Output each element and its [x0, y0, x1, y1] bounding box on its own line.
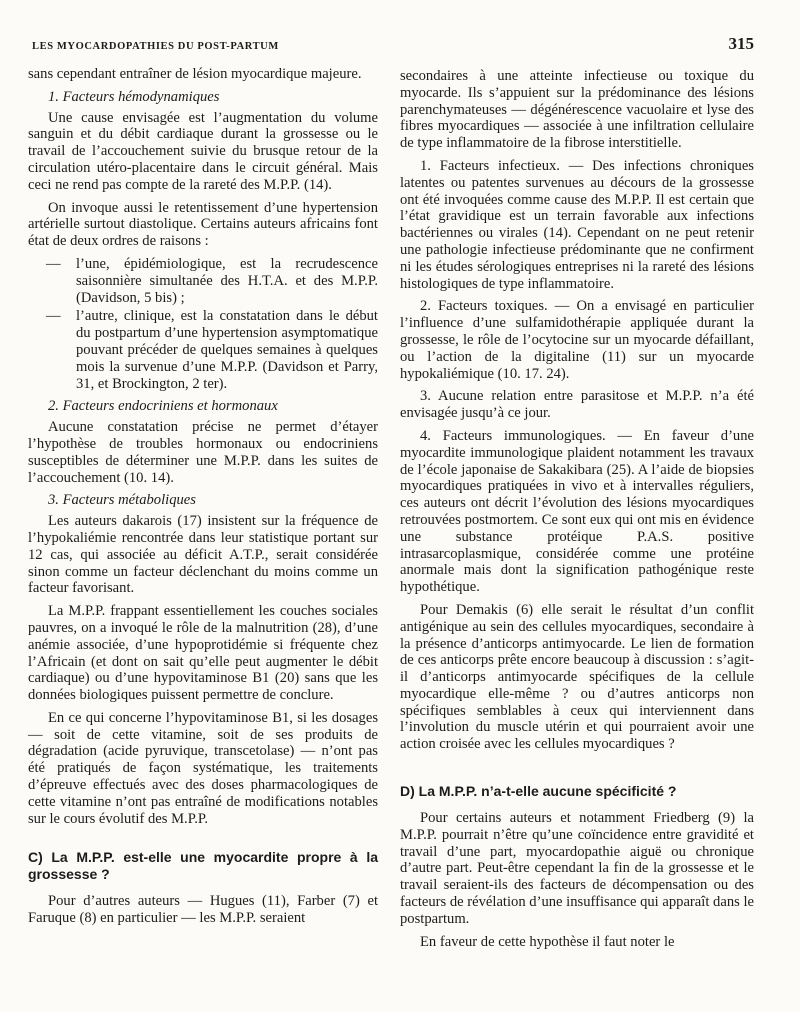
- paragraph: 3. Aucune relation entre parasitose et M.P.P. n’a été envisagée jusqu’à ce jour.: [400, 388, 754, 422]
- paragraph: 4. Facteurs immunologiques. — En faveur d’une myocardite immunologique plaident notamment les travaux de l’école japonaise de Sakakibara (25). A l’aide de biopsies myocardiques pratiquées in vivo et à intervalles réguliers, ces auteurs ont décrit l’évolution des lésions myocardiques retrouvées postmortem. Ce sont eux qui ont mis en évidence une substance protéique P.A.S. positive intrasarcoplasmique, considérée comme une protéine anormale mais dont la signification pathogénique reste hypothétique.: [400, 427, 754, 596]
- section-heading-d: D) La M.P.P. n’a-t-elle aucune spécificité ?: [400, 783, 677, 800]
- dash-list: [28, 256, 378, 392]
- paragraph: 1. Facteurs infectieux. — Des infections chroniques latentes ou patentes survenues au décours de la grossesse ont été invoquées comme cause des M.P.P. Il est certain que l’état gravidique est un terrain favorable aux infections bactériennes ou virales (14). Cependant on ne peut retenir une pathologie infectieuse prédominante que ne confirment ni les études sérologiques entreprises ni la rareté des lésions histologiques de type inflammatoire.: [400, 157, 754, 292]
- paragraph: sans cependant entraîner de lésion myocardique majeure.: [28, 66, 362, 82]
- subsection-title: 3. Facteurs métaboliques: [48, 492, 196, 509]
- paragraph: On invoque aussi le retentissement d’une hypertension artérielle surtout diastolique. Certains auteurs africains font état de deux ordres de raisons :: [28, 199, 378, 250]
- paragraph: Les auteurs dakarois (17) insistent sur la fréquence de l’hypokaliémie rencontrée dans leur statistique portant sur 12 cas, qui associée au déficit A.T.P., serait considérée sinon comme un facteur déclenchant du moins comme un facteur favorisant.: [28, 513, 378, 597]
- paragraph: Pour Demakis (6) elle serait le résultat d’un conflit antigénique au sein des cellules myocardiques, secondaire à la présence d’anticorps antimyocarde. Le lien de formation de ces anticorps prête encore beaucoup à discussion : s’agit-il d’anticorps antimyocarde spécifiques de la cellule myocardique elle-même ? ou d’autres anticorps non spécifiques semblables à ceux qui interviennent dans l’involution du muscle utérin et qui pourraient avoir une action croisée avec les cellules myocardiques ?: [400, 601, 754, 753]
- page-number: 315: [728, 34, 754, 53]
- running-header: [32, 34, 754, 54]
- paragraph: Pour certains auteurs et notamment Friedberg (9) la M.P.P. pourrait n’être qu’une coïncidence entre gravidité et travail d’une part, myocardopathie aiguë ou chronique d’autre part. Peut-être cependant la fin de la grossesse et le travail seraient-ils des facteurs de décompensation ou des facteurs de révélation d’une insuffisance qui apparaît dans le postpartum.: [400, 810, 754, 927]
- paragraph: Aucune constatation précise ne permet d’étayer l’hypothèse de troubles hormonaux ou endocriniens susceptibles de déterminer une M.P.P. dans les suites de l’accouchement (10. 14).: [28, 419, 378, 486]
- list-item: — l’autre, clinique, est la constatation dans le début du postpartum d’une hypertension asymptomatique pouvant précéder de quelques semaines à quelques mois la survenue d’une M.P.P. (Davidson et Parry, 31, et Brockington, 2 ter).: [28, 308, 378, 392]
- paragraph: 2. Facteurs toxiques. — On a envisagé en particulier l’influence d’une sulfamidothérapie appliquée durant la grossesse, le rôle de l’ocytocine sur un myocarde défaillant, ou l’action de la digitaline (11) sur un myocarde hypokaliémique (10. 17. 24).: [400, 298, 754, 382]
- paragraph: En faveur de cette hypothèse il faut noter le: [420, 933, 675, 950]
- subsection-title: 1. Facteurs hémodynamiques: [48, 88, 220, 105]
- running-title: LES MYOCARDOPATHIES DU POST-PARTUM: [32, 41, 279, 52]
- paragraph: La M.P.P. frappant essentiellement les couches sociales pauvres, on a invoqué le rôle de la malnutrition (28), d’une anémie associée, d’une hypoprotidémie si fréquente chez l’Africain (et dont on sait qu’elle peut augmenter le débit cardiaque) ou d’une hypovitaminose B1 (20) sans que les données biologiques puissent permettre de conclure.: [28, 603, 378, 704]
- section-heading-c: C) La M.P.P. est-elle une myocardite propre à la grossesse ?: [28, 849, 378, 883]
- paragraph: En ce qui concerne l’hypovitaminose B1, si les dosages — soit de cette vitamine, soit de ses produits de dégradation (acide pyruvique, transcetolase) — n’ont pas été pratiqués de façon systématique, les traitements d’épreuve effectués avec des doses pharmacologiques de cette vitamine n’ont pas entraîné de modifications notables sur le cours évolutif des M.P.P.: [28, 709, 378, 827]
- paragraph: Pour d’autres auteurs — Hugues (11), Farber (7) et Faruque (8) en particulier — les M.P.P. seraient: [28, 893, 378, 927]
- right-column: [400, 68, 754, 956]
- list-item: — l’une, épidémiologique, est la recrudescence saisonnière simultanée des H.T.A. et des M.P.P. (Davidson, 5 bis) ;: [28, 256, 378, 306]
- left-column: [28, 66, 378, 933]
- paragraph: Une cause envisagée est l’augmentation du volume sanguin et du débit cardiaque durant la grossesse ou le travail de l’accouchement suivie du brusque retour de la circulation utéro-placentaire dans le circuit général. Mais ceci ne rend pas compte de la rareté des M.P.P. (14).: [28, 109, 378, 193]
- subsection-title: 2. Facteurs endocriniens et hormonaux: [48, 398, 278, 415]
- paragraph: secondaires à une atteinte infectieuse ou toxique du myocarde. Ils s’appuient sur la prédominance des lésions parenchymateuses — dégénérescence vacuolaire et lyse des fibres myocardiques — associée à une infiltration cellulaire de type inflammatoire de la fibrose interstitielle.: [400, 68, 754, 152]
